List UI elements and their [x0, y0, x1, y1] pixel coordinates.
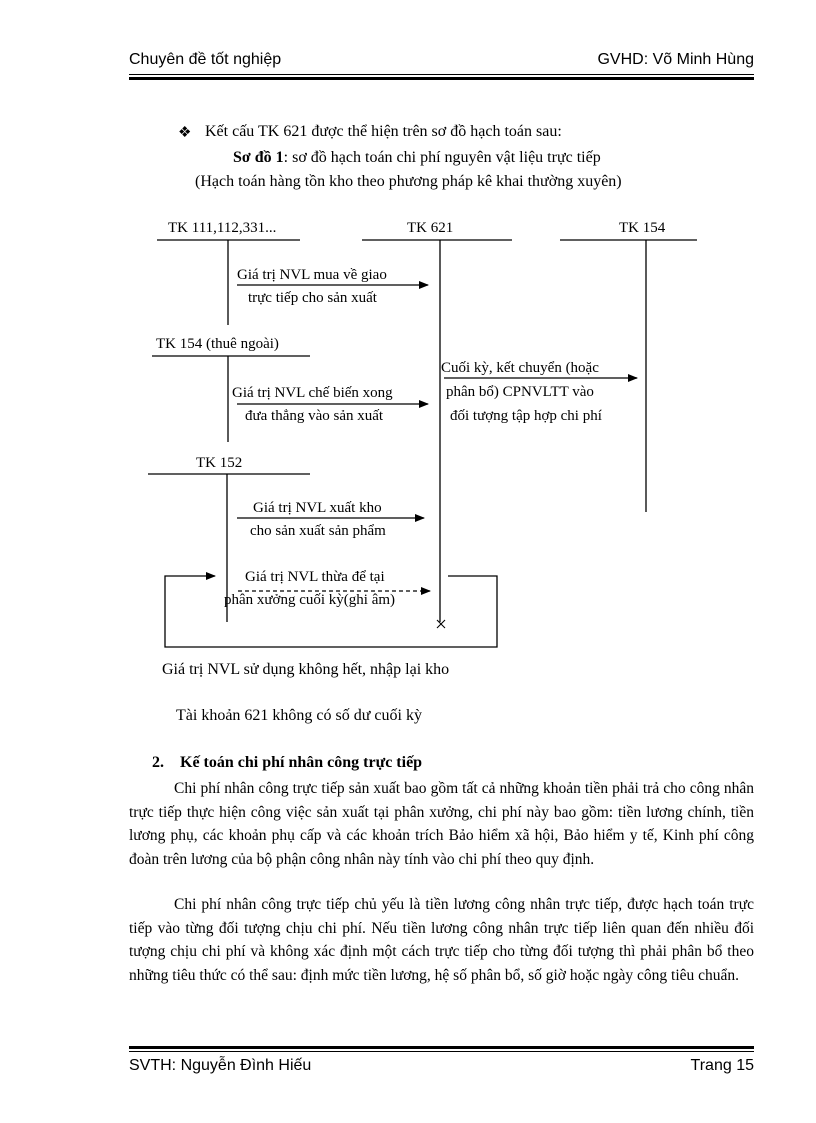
account-tk152: TK 152 [196, 455, 243, 471]
flow-transfer-line3: đối tượng tập hợp chi phí [450, 408, 602, 424]
flow-return-note: Giá trị NVL sử dụng không hết, nhập lại kho [162, 661, 450, 678]
account-tk154: TK 154 [619, 220, 666, 236]
flow-leftover-line1: Giá trị NVL thừa để tại [245, 569, 385, 585]
bullet-icon: ❖ [178, 125, 192, 141]
paragraph-1: Chi phí nhân công trực tiếp sản xuất bao gồm tất cả những khoản tiền phải trả cho công nhân trực tiếp thực hiện công việc sản xuất tại phân xưởng, chi phí này bao gồm: tiền lương chính, tiền lương phụ, các khoản phụ cấp và các khoản trích Bảo hiểm xã hội, Bảo hiểm y tế, Kinh phí công đoàn trên lương của bộ phận công nhân này tính vào chi phí theo quy định. [129, 780, 754, 868]
flow-purchase-line2: trực tiếp cho sản xuất [248, 290, 377, 306]
flow-purchase-line1: Giá trị NVL mua về giao [237, 267, 387, 283]
flow-processed-line2: đưa thẳng vào sản xuất [245, 408, 384, 424]
header-title: Chuyên đề tốt nghiệp [129, 51, 282, 68]
flow-leftover-line2: phân xưởng cuối kỳ(ghi âm) [224, 592, 396, 608]
arrow-return-loop [165, 576, 497, 647]
flow-transfer-line1: Cuối kỳ, kết chuyển (hoặc [441, 360, 599, 376]
intro-text: Kết cấu TK 621 được thể hiện trên sơ đồ hạch toán sau: [205, 123, 562, 140]
account-tk621: TK 621 [407, 220, 454, 236]
diagram-caption-text: : sơ đồ hạch toán chi phí nguyên vật liệu trực tiếp [283, 149, 601, 166]
flow-processed-line1: Giá trị NVL chế biến xong [232, 385, 393, 401]
section-number: 2. [152, 754, 164, 771]
flow-issue-line1: Giá trị NVL xuất kho [253, 500, 382, 516]
diagram-caption-label: Sơ đồ 1 [233, 149, 284, 166]
section-heading: Kế toán chi phí nhân công trực tiếp [180, 754, 423, 771]
account-tk154-outsourced: TK 154 (thuê ngoài) [156, 336, 279, 352]
header-advisor: GVHD: Võ Minh Hùng [597, 51, 754, 68]
account-tk111: TK 111,112,331... [168, 220, 277, 236]
paragraph-2: Chi phí nhân công trực tiếp chủ yếu là tiền lương công nhân trực tiếp, được hạch toán trực tiếp vào từng đối tượng chịu chi phí. Nếu tiền lương công nhân trực tiếp liên quan đến nhiều đối tượng chịu chi phí và không xác định một cách trực tiếp cho từng đối tượng thì phải phân bổ theo những tiêu thức có thể sau: định mức tiền lương, hệ số phân bổ, số giờ hoặc ngày công tiêu chuẩn. [129, 896, 754, 984]
flow-issue-line2: cho sản xuất sản phẩm [250, 523, 386, 539]
footer-rule-thick [129, 1046, 754, 1049]
flow-transfer-line2: phân bổ) CPNVLTT vào [446, 384, 594, 400]
footer-author: SVTH: Nguyễn Đình Hiếu [129, 1057, 312, 1074]
page-number: Trang 15 [690, 1057, 754, 1074]
no-balance-note: Tài khoản 621 không có số dư cuối kỳ [176, 707, 422, 724]
footer-rule-thin [129, 1051, 754, 1052]
diagram-subtitle: (Hạch toán hàng tồn kho theo phương pháp kê khai thường xuyên) [195, 173, 622, 190]
